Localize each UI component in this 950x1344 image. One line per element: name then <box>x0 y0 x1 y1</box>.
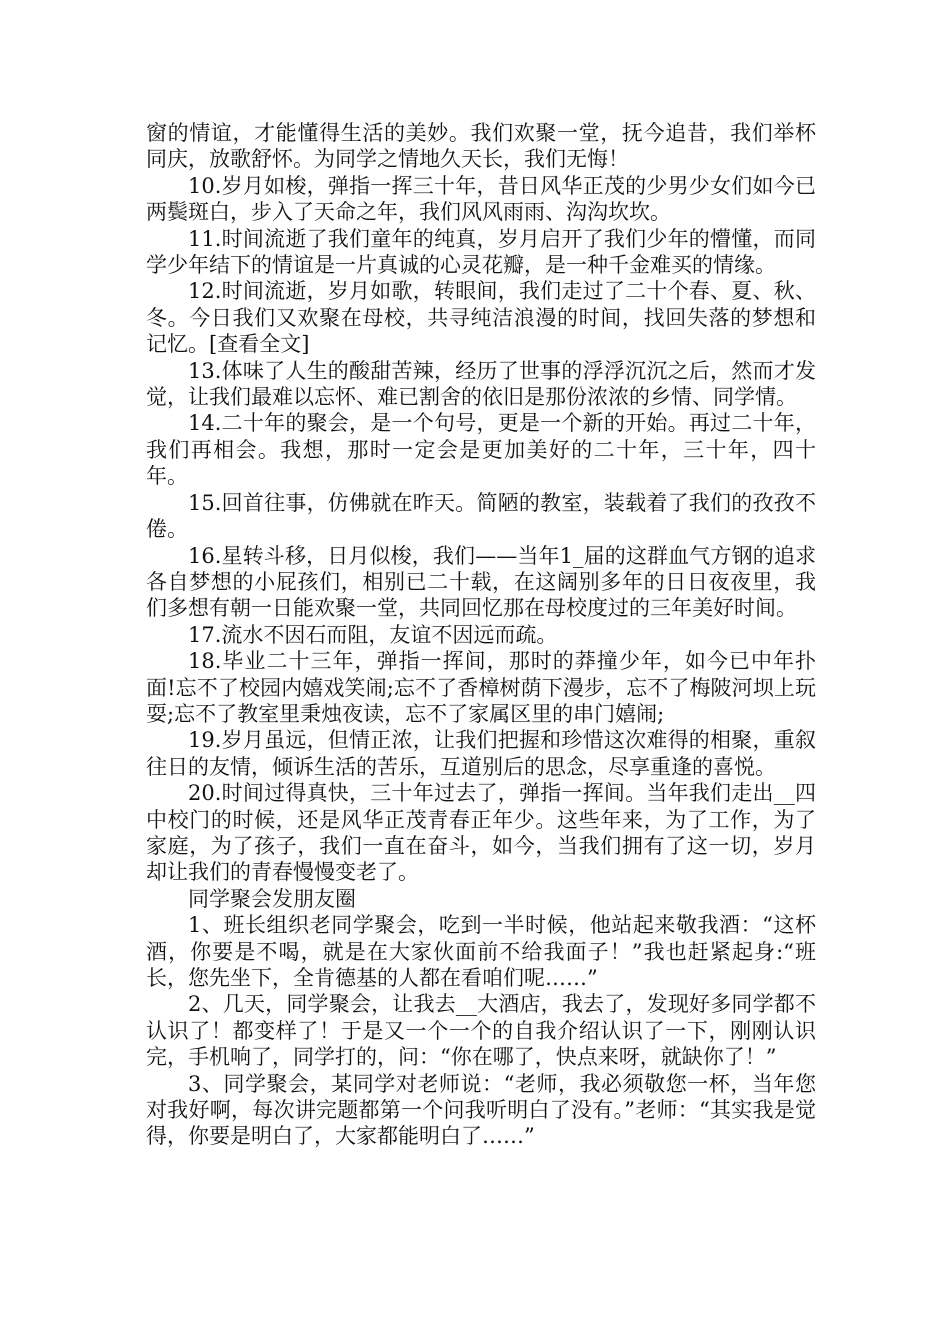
document-page <box>146 120 816 1150</box>
paragraph-12: 12.时间流逝，岁月如歌，转眼间，我们走过了二十个春、夏、秋、冬。今日我们又欢聚在母校，共寻纯洁浪漫的时间，找回失落的梦想和记忆。[查看全文] <box>146 279 816 357</box>
section-heading: 同学聚会发朋友圈 <box>188 886 356 911</box>
paragraph-15: 15.回首往事，仿佛就在昨天。简陋的教室，装载着了我们的孜孜不倦。 <box>146 490 816 542</box>
paragraph-18: 18.毕业二十三年，弹指一挥间，那时的莽撞少年，如今已中年扑面!忘不了校园内嬉戏笑闹;忘不了香樟树荫下漫步，忘不了梅陂河坝上玩耍;忘不了教室里秉烛夜读，忘不了家属区里的串门嬉闹; <box>146 649 816 726</box>
paragraph-19: 19.岁月虽远，但情正浓，让我们把握和珍惜这次难得的相聚，重叙往日的友情，倾诉生活的苦乐，互道别后的思念，尽享重逢的喜悦。 <box>146 728 816 779</box>
joke-3: 3、同学聚会，某同学对老师说：“老师，我必须敬您一杯，当年您对我好啊，每次讲完题都第一个问我听明白了没有。”老师：“其实我是觉得，你要是明白了，大家都能明白了……” <box>146 1071 816 1149</box>
joke-1: 1、班长组织老同学聚会，吃到一半时候，他站起来敬我酒：“这杯酒，你要是不喝，就是在大家伙面前不给我面子！”我也赶紧起身:“班长，您先坐下，全肯德基的人都在看咱们呢……” <box>146 913 816 990</box>
paragraph-14: 14.二十年的聚会，是一个句号，更是一个新的开始。再过二十年，我们再相会。我想，那时一定会是更加美好的二十年，三十年，四十年。 <box>146 411 816 489</box>
paragraph-20: 20.时间过得真快，三十年过去了，弹指一挥间。当年我们走出__四中校门的时候，还是风华正茂青春正年少。这些年来，为了工作，为了家庭，为了孩子，我们一直在奋斗，如今，当我们拥有了这一切，岁月却让我们的青春慢慢变老了。 <box>146 781 816 885</box>
paragraph-13: 13.体味了人生的酸甜苦辣，经历了世事的浮浮沉沉之后，然而才发觉，让我们最难以忘怀、难已割舍的依旧是那份浓浓的乡情、同学情。 <box>146 358 816 410</box>
joke-2: 2、几天，同学聚会，让我去__大酒店，我去了，发现好多同学都不认识了！都变样了！于是又一个一个的自我介绍认识了一下，刚刚认识完，手机响了，同学打的，问：“你在哪了，快点来呀，就缺你了！” <box>146 992 816 1070</box>
paragraph-10: 10.岁月如梭，弹指一挥三十年，昔日风华正茂的少男少女们如今已两鬓斑白，步入了天命之年，我们风风雨雨、沟沟坎坎。 <box>146 173 816 225</box>
paragraph-16: 16.星转斗移，日月似梭，我们——当年1_届的这群血气方钢的追求各自梦想的小屁孩们，相别已二十载，在这阔别多年的日日夜夜里，我们多想有朝一日能欢聚一堂，共同回忆那在母校度过的三年美好时间。 <box>146 543 816 621</box>
paragraph-17: 17.流水不因石而阻，友谊不因远而疏。 <box>188 622 558 647</box>
paragraph-continuation: 窗的情谊，才能懂得生活的美妙。我们欢聚一堂，抚今追昔，我们举杯同庆，放歌舒怀。为同学之情地久天长，我们无悔！ <box>146 121 816 172</box>
paragraph-11: 11.时间流逝了我们童年的纯真，岁月启开了我们少年的懵懂，而同学少年结下的情谊是一片真诚的心灵花瓣，是一种千金难买的情缘。 <box>146 226 816 278</box>
